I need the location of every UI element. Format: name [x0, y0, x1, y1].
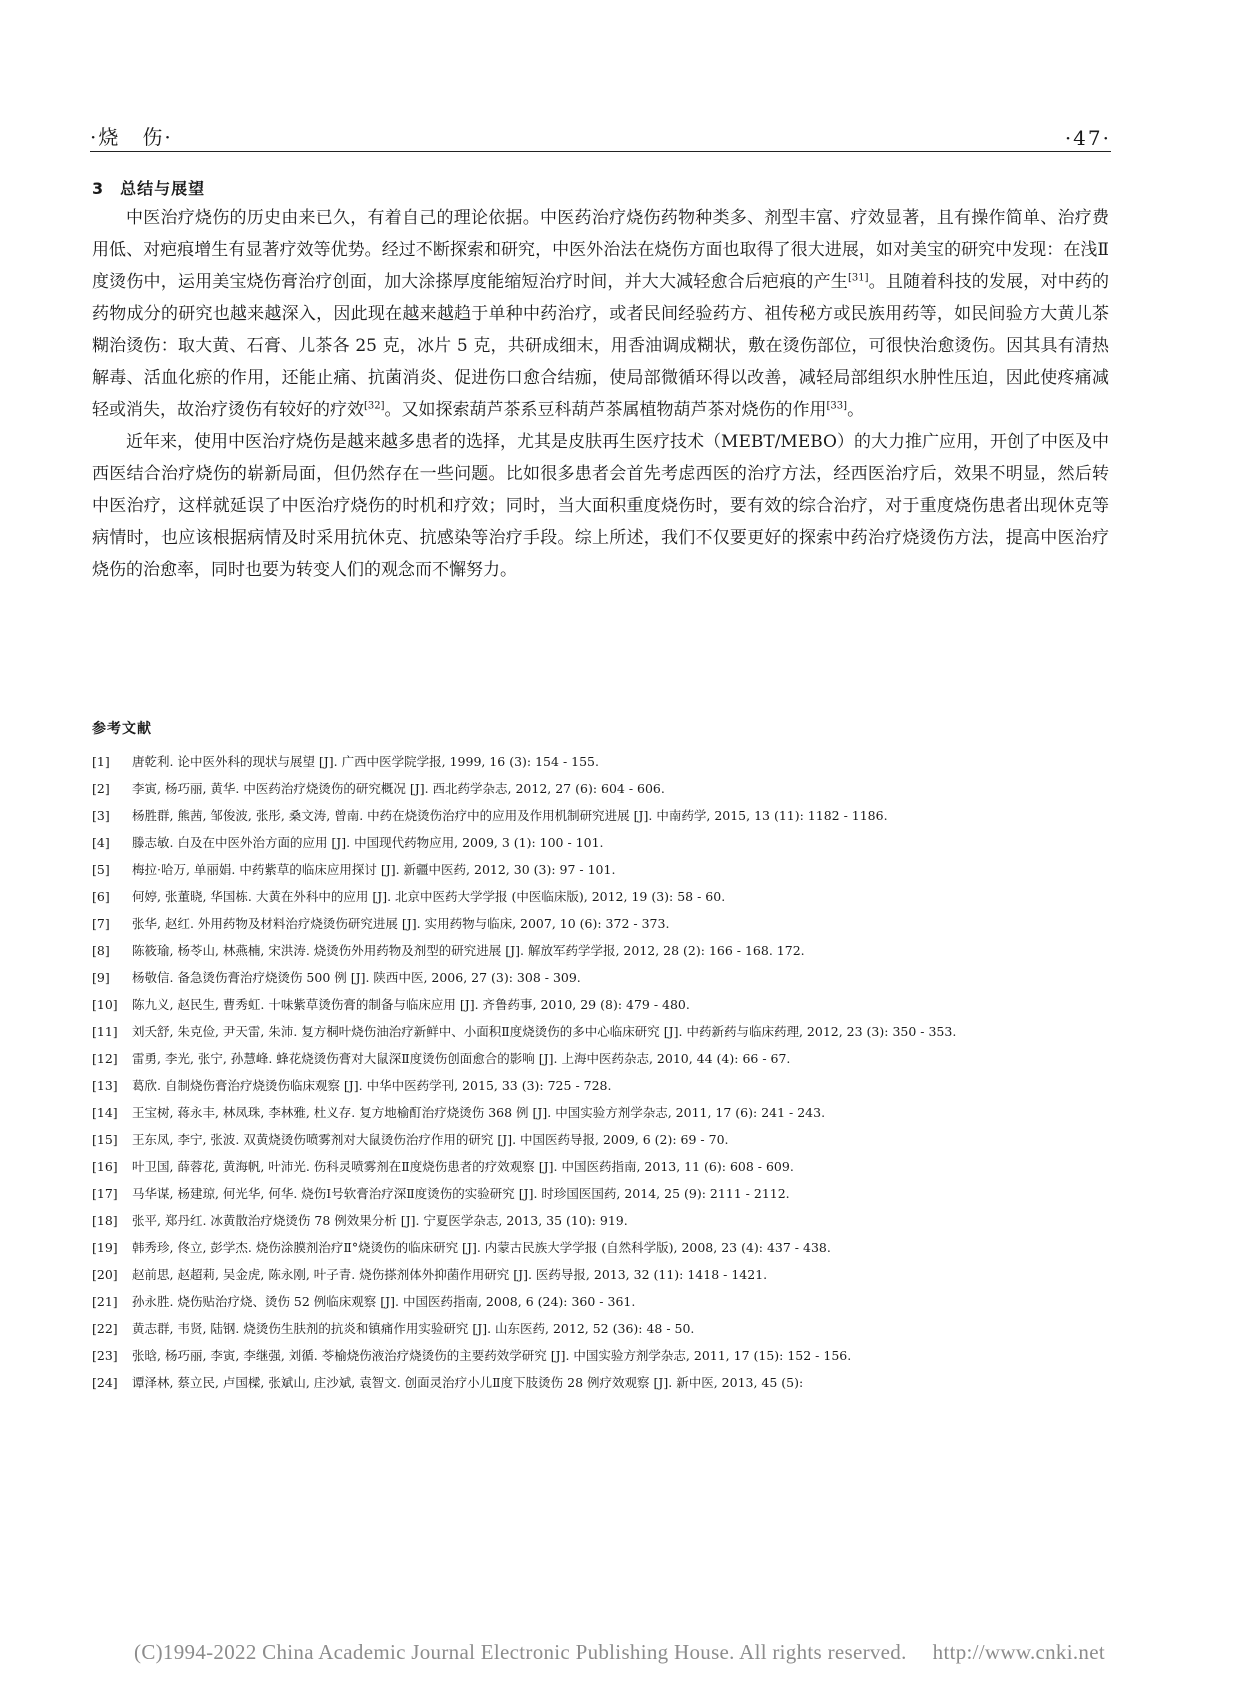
reference-item: [92, 1099, 1109, 1126]
reference-item: [92, 910, 1109, 937]
reference-item: [92, 1153, 1109, 1180]
reference-item: [92, 1207, 1109, 1234]
reference-item: [92, 1126, 1109, 1153]
paragraph-text: 。又如探索葫芦茶系豆科葫芦茶属植物葫芦茶对烧伤的作用: [384, 400, 827, 420]
paragraph-1: [92, 202, 1109, 426]
reference-number: [18]: [92, 1213, 118, 1228]
reference-number: [12]: [92, 1051, 118, 1066]
section-title: 总结与展望: [120, 179, 206, 198]
paragraph-text: 。且随着科技的发展，对中药的药物成分的研究也越来越深入，因此现在越来越趋于单种中药治疗，或者民间经验药方、祖传秘方或民族用药等，如民间验方大黄儿茶糊治烫伤：取大黄、石膏、儿茶各 25 克，冰片 5 克，共研成细末，用香油调成糊状，敷在烫伤部位，可很快治愈烫伤。因其具有清热解毒、活血化瘀的作用，还能止痛、抗菌消炎、促进伤口愈合结痂，使局部微循环得以改善，减轻局部组织水肿性压迫，因此使疼痛减轻或消失，故治疗烫伤有较好的疗效: [92, 272, 1110, 420]
paragraph-2: [92, 426, 1109, 586]
reference-number: [9]: [92, 970, 110, 985]
reference-text: 陈九义, 赵民生, 曹秀虹. 十味紫草烫伤膏的制备与临床应用 [J]. 齐鲁药事, 2010, 29 (8): 479 - 480.: [132, 997, 690, 1012]
copyright-footer: [0, 1640, 1239, 1665]
reference-text: 刘夭舒, 朱克俭, 尹天雷, 朱沛. 复方桐叶烧伤油治疗新鲜中、小面积Ⅱ度烧烫伤的多中心临床研究 [J]. 中药新药与临床药理, 2012, 23 (3): 350 - 353.: [132, 1024, 957, 1039]
reference-item: [92, 1018, 1109, 1045]
running-header: [90, 116, 1111, 150]
paragraph-text: 近年来，使用中医治疗烧伤是越来越多患者的选择，尤其是皮肤再生医疗技术（MEBT/MEBO）的大力推广应用，开创了中医及中西医结合治疗烧伤的崭新局面，但仍然存在一些问题。比如很多患者会首先考虑西医的治疗方法，经西医治疗后，效果不明显，然后转中医治疗，这样就延误了中医治疗烧伤的时机和疗效；同时，当大面积重度烧伤时，要有效的综合治疗，对于重度烧伤患者出现休克等病情时，也应该根据病情及时采用抗休克、抗感染等治疗手段。综上所述，我们不仅要更好的探索中药治疗烧烫伤方法，提高中医治疗烧伤的治愈率，同时也要为转变人们的观念而不懈努力。: [92, 432, 1109, 580]
reference-text: 何婷, 张董晓, 华国栋. 大黄在外科中的应用 [J]. 北京中医药大学学报 (中医临床版), 2012, 19 (3): 58 - 60.: [132, 889, 726, 904]
reference-number: [14]: [92, 1105, 118, 1120]
section-number: 3: [92, 179, 105, 198]
reference-text: 唐乾利. 论中医外科的现状与展望 [J]. 广西中医学院学报, 1999, 16 (3): 154 - 155.: [132, 754, 599, 769]
reference-item: [92, 1180, 1109, 1207]
journal-section-label: ·烧 伤·: [90, 125, 173, 149]
footer-url: http://www.cnki.net: [932, 1640, 1105, 1664]
paragraph-text: 。: [847, 400, 865, 420]
citation: [33]: [826, 400, 848, 412]
reference-text: 谭泽林, 蔡立民, 卢国樑, 张斌山, 庄沙斌, 袁智文. 创面灵治疗小儿Ⅱ度下肢烫伤 28 例疗效观察 [J]. 新中医, 2013, 45 (5):: [132, 1375, 804, 1390]
reference-number: [17]: [92, 1186, 118, 1201]
reference-text: 叶卫国, 薛蓉花, 黄海帆, 叶沛光. 伤科灵喷雾剂在Ⅱ度烧伤患者的疗效观察 [J]. 中国医药指南, 2013, 11 (6): 608 - 609.: [132, 1159, 794, 1174]
section-heading: [92, 176, 205, 199]
reference-number: [4]: [92, 835, 110, 850]
reference-text: 孙永胜. 烧伤贴治疗烧、烫伤 52 例临床观察 [J]. 中国医药指南, 2008, 6 (24): 360 - 361.: [132, 1294, 636, 1309]
reference-text: 梅拉·哈万, 单丽娟. 中药紫草的临床应用探讨 [J]. 新疆中医药, 2012, 30 (3): 97 - 101.: [132, 862, 616, 877]
reference-item: [92, 1369, 1109, 1396]
reference-item: [92, 802, 1109, 829]
reference-number: [22]: [92, 1321, 118, 1336]
reference-text: 马华谋, 杨建琼, 何光华, 何华. 烧伤Ⅰ号软膏治疗深Ⅱ度烫伤的实验研究 [J]. 时珍国医国药, 2014, 25 (9): 2111 - 2112.: [132, 1186, 790, 1201]
reference-item: [92, 937, 1109, 964]
reference-text: 陈筱瑜, 杨苓山, 林燕楠, 宋洪涛. 烧烫伤外用药物及剂型的研究进展 [J]. 解放军药学学报, 2012, 28 (2): 166 - 168. 172.: [132, 943, 805, 958]
reference-text: 葛欣. 自制烧伤膏治疗烧烫伤临床观察 [J]. 中华中医药学刊, 2015, 33 (3): 725 - 728.: [132, 1078, 612, 1093]
reference-list: [92, 748, 1109, 1396]
reference-text: 黄志群, 韦贤, 陆钢. 烧烫伤生肤剂的抗炎和镇痛作用实验研究 [J]. 山东医药, 2012, 52 (36): 48 - 50.: [132, 1321, 695, 1336]
references-heading: 参考文献: [92, 721, 152, 737]
reference-text: 王宝树, 蒋永丰, 林凤珠, 李林雅, 杜义存. 复方地榆酊治疗烧烫伤 368 例 [J]. 中国实验方剂学杂志, 2011, 17 (6): 241 - 243.: [132, 1105, 826, 1120]
reference-number: [15]: [92, 1132, 118, 1147]
reference-number: [21]: [92, 1294, 118, 1309]
reference-item: [92, 1342, 1109, 1369]
reference-text: 滕志敏. 白及在中医外治方面的应用 [J]. 中国现代药物应用, 2009, 3 (1): 100 - 101.: [132, 835, 604, 850]
reference-text: 赵前思, 赵超莉, 吴金虎, 陈永刚, 叶子青. 烧伤搽剂体外抑菌作用研究 [J]. 医药导报, 2013, 32 (11): 1418 - 1421.: [132, 1267, 768, 1282]
reference-item: [92, 1234, 1109, 1261]
citation: [32]: [364, 400, 385, 412]
reference-number: [1]: [92, 754, 110, 769]
reference-text: 张晗, 杨巧丽, 李寅, 李继强, 刘循. 苓榆烧伤液治疗烧烫伤的主要药效学研究 [J]. 中国实验方剂学杂志, 2011, 17 (15): 152 - 156.: [132, 1348, 852, 1363]
citation: [31]: [847, 272, 869, 284]
reference-item: [92, 991, 1109, 1018]
page-number: ·47·: [1064, 126, 1111, 150]
reference-item: [92, 883, 1109, 910]
header-rule: [90, 151, 1111, 152]
reference-item: [92, 1288, 1109, 1315]
reference-number: [13]: [92, 1078, 118, 1093]
reference-number: [16]: [92, 1159, 118, 1174]
reference-number: [7]: [92, 916, 110, 931]
body-text: [92, 202, 1109, 586]
reference-number: [20]: [92, 1267, 118, 1282]
reference-item: [92, 1072, 1109, 1099]
reference-number: [23]: [92, 1348, 118, 1363]
reference-item: [92, 1045, 1109, 1072]
reference-text: 韩秀珍, 佟立, 彭学杰. 烧伤涂膜剂治疗Ⅱ°烧烫伤的临床研究 [J]. 内蒙古民族大学学报 (自然科学版), 2008, 23 (4): 437 - 438.: [132, 1240, 831, 1255]
reference-item: [92, 1315, 1109, 1342]
reference-number: [5]: [92, 862, 110, 877]
reference-text: 张华, 赵红. 外用药物及材料治疗烧烫伤研究进展 [J]. 实用药物与临床, 2007, 10 (6): 372 - 373.: [132, 916, 670, 931]
reference-item: [92, 775, 1109, 802]
reference-number: [6]: [92, 889, 110, 904]
reference-text: 王东凤, 李宁, 张波. 双黄烧烫伤喷雾剂对大鼠烫伤治疗作用的研究 [J]. 中国医药导报, 2009, 6 (2): 69 - 70.: [132, 1132, 729, 1147]
reference-item: [92, 856, 1109, 883]
paragraph-text: 中医治疗烧伤的历史由来已久，有着自己的理论依据。中医药治疗烧伤药物种类多、剂型丰富、疗效显著，且有操作简单、治疗费用低、对疤痕增生有显著疗效等优势。经过不断探索和研究，中医外治法在烧伤方面也取得了很大进展，如对美宝的研究中发现：在浅Ⅱ度烫伤中，运用美宝烧伤膏治疗创面，加大涂搽厚度能缩短治疗时间，并大大减轻愈合后疤痕的产生: [92, 208, 1109, 292]
reference-text: 雷勇, 李光, 张宁, 孙慧峰. 蜂花烧烫伤膏对大鼠深Ⅱ度烫伤创面愈合的影响 [J]. 上海中医药杂志, 2010, 44 (4): 66 - 67.: [132, 1051, 791, 1066]
reference-item: [92, 748, 1109, 775]
reference-text: 李寅, 杨巧丽, 黄华. 中医药治疗烧烫伤的研究概况 [J]. 西北药学杂志, 2012, 27 (6): 604 - 606.: [132, 781, 665, 796]
reference-number: [3]: [92, 808, 110, 823]
reference-number: [10]: [92, 997, 118, 1012]
reference-text: 杨敬信. 备急烫伤膏治疗烧烫伤 500 例 [J]. 陕西中医, 2006, 27 (3): 308 - 309.: [132, 970, 581, 985]
reference-text: 杨胜群, 熊茜, 邹俊波, 张彤, 桑文涛, 曾南. 中药在烧烫伤治疗中的应用及作用机制研究进展 [J]. 中南药学, 2015, 13 (11): 1182 - 1186.: [132, 808, 888, 823]
reference-item: [92, 829, 1109, 856]
reference-number: [8]: [92, 943, 110, 958]
reference-text: 张平, 郑丹红. 冰黄散治疗烧烫伤 78 例效果分析 [J]. 宁夏医学杂志, 2013, 35 (10): 919.: [132, 1213, 628, 1228]
reference-number: [19]: [92, 1240, 118, 1255]
reference-number: [2]: [92, 781, 110, 796]
reference-item: [92, 1261, 1109, 1288]
reference-number: [11]: [92, 1024, 118, 1039]
copyright-text: (C)1994-2022 China Academic Journal Electronic Publishing House. All rights reserved.: [134, 1640, 907, 1664]
reference-number: [24]: [92, 1375, 118, 1390]
reference-item: [92, 964, 1109, 991]
